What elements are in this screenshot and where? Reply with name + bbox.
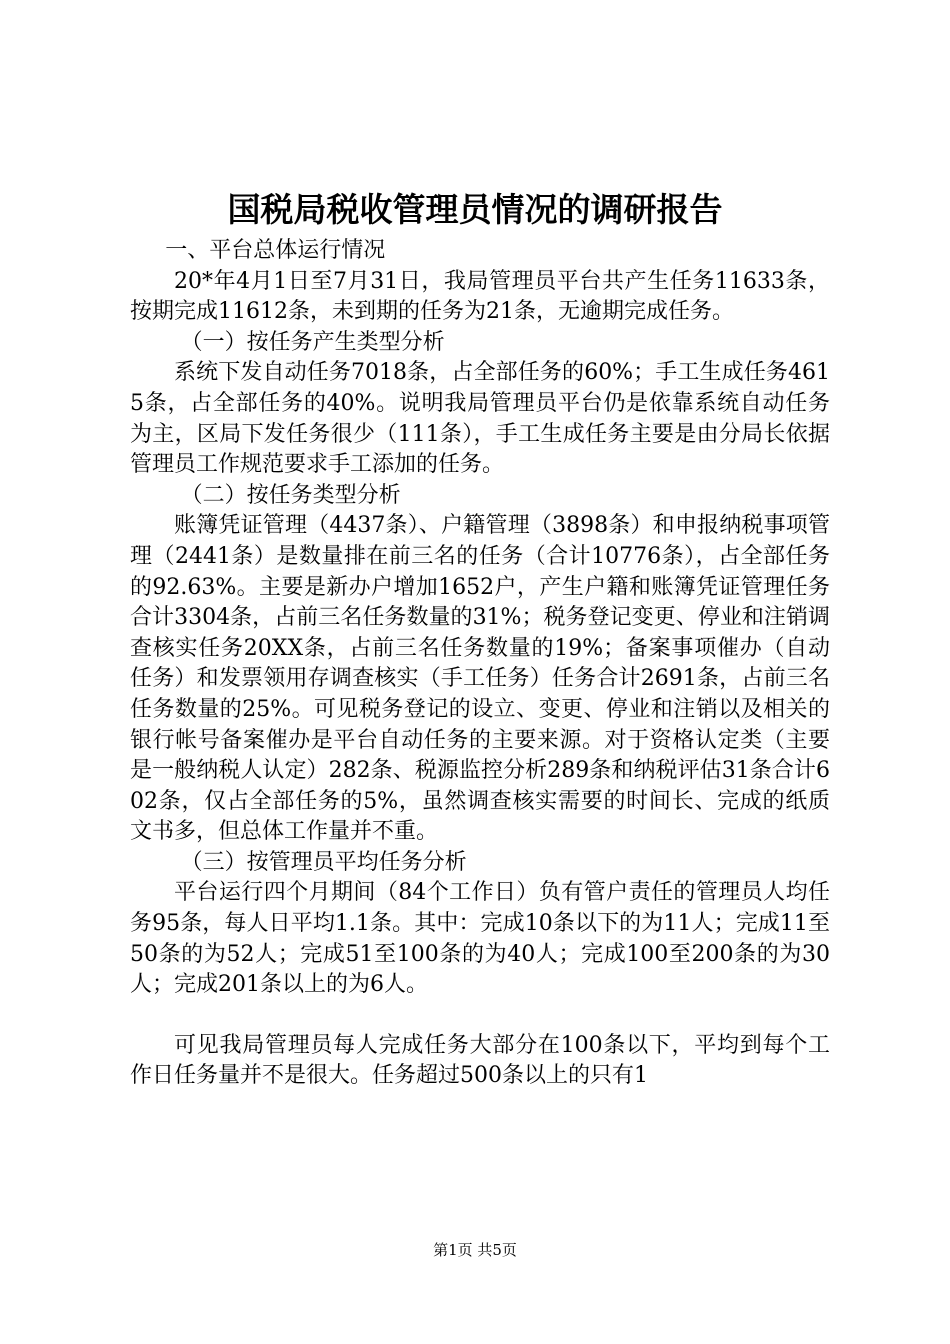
document-title: 国税局税收管理员情况的调研报告	[227, 190, 723, 229]
paragraph: 20*年4月1日至7月31日，我局管理员平台共产生任务11633条，按期完成11612条，未到期的任务为21条，无逾期完成任务。	[130, 268, 830, 325]
subsection-heading: （三）按管理员平均任务分析	[180, 849, 467, 875]
paragraph: 账簿凭证管理（4437条）、户籍管理（3898条）和申报纳税事项管理（2441条）是数量排在前三名的任务（合计10776条），占全部任务的92.63%。主要是新办户增加1652户，产生户籍和账簿凭证管理任务合计3304条，占前三名任务数量的31%；税务登记变更、停业和注销调查核实任务20XX条，占前三名任务数量的19%；备案事项催办（自动任务）和发票领用存调查核实（手工任务）任务合计2691条，占前三名任务数量的25%。可见税务登记的设立、变更、停业和注销以及相关的银行帐号备案催办是平台自动任务的主要来源。对于资格认定类（主要是一般纳税人认定）282条、税源监控分析289条和纳税评估31条合计602条，仅占全部任务的5%，虽然调查核实需要的时间长、完成的纸质文书多，但总体工作量并不重。	[130, 513, 830, 845]
section-heading: 一、平台总体运行情况	[165, 238, 386, 263]
subsection-heading: （一）按任务产生类型分析	[180, 329, 445, 355]
paragraph: 系统下发自动任务7018条，占全部任务的60%；手工生成任务4615条，占全部任务的40%。说明我局管理员平台仍是依靠系统自动任务为主，区局下发任务很少（111条），手工生成任务主要是由分局长依据管理员工作规范要求手工添加的任务。	[130, 360, 830, 478]
page-number-footer: 第1页 共5页	[433, 1241, 517, 1259]
paragraph: 可见我局管理员每人完成任务大部分在100条以下，平均到每个工作日任务量并不是很大。任务超过500条以上的只有1	[130, 1032, 830, 1089]
paragraph: 平台运行四个月期间（84个工作日）负有管户责任的管理员人均任务95条，每人日平均1.1条。其中：完成10条以下的为11人；完成11至50条的为52人；完成51至100条的为40人；完成100至200条的为30人；完成201条以上的为6人。	[130, 880, 830, 998]
subsection-heading: （二）按任务类型分析	[180, 482, 401, 508]
document-body	[130, 236, 830, 1092]
